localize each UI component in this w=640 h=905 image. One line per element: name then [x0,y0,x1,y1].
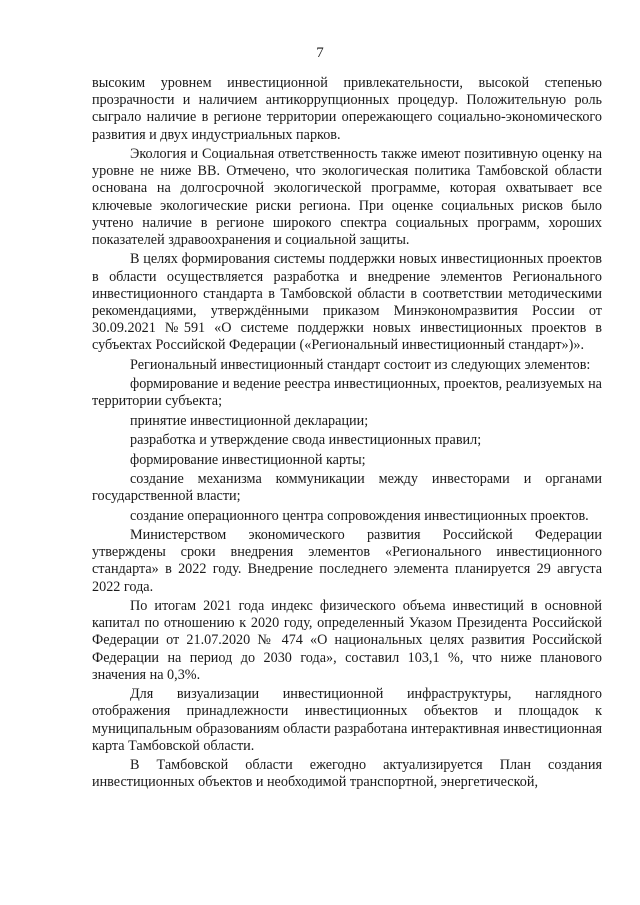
list-item-operations-center: создание операционного центра сопровождения инвестиционных проектов. [130,507,589,524]
list-item-communication: создание механизма коммуникации между инвесторами и органами государственной власти; [92,470,602,505]
paragraph-investment-attractiveness: высоким уровнем инвестиционной привлекательности, высокой степенью прозрачности и наличием антикоррупционных процедур. Положительную роль сыграло наличие в регионе территории опережающего социально-экономического развития и двух индустриальных парков. [92,75,602,143]
paragraph-interactive-map: Для визуализации инвестиционной инфраструктуры, наглядного отображения принадлежности инвестиционных объектов и площадок к муниципальным образованиям области разработана интерактивная инвестиционная карта Тамбовской области. [92,686,602,754]
list-item-declaration: принятие инвестиционной декларации; [130,412,369,429]
paragraph-ecology-social: Экология и Социальная ответственность также имеют позитивную оценку на уровне не ниже ВВ. Отмечено, что экологическая политика Тамбовской области основана на долгосрочной экологической программе, которая охватывает все ключевые экологические риски региона. При оценке социальных рисков было учтено наличие в регионе широкого спектра социальных программ, хороших показателей здравоохранения и социальной защиты. [92,146,602,249]
document-body [92,75,602,794]
page-number: 7 [316,45,324,61]
paragraph-investment-index: По итогам 2021 года индекс физического объема инвестиций в основной капитал по отношению к 2020 году, определенный Указом Президента Российской Федерации от 21.07.2020 № 474 «О национальных целях развития Российской Федерации на период до 2030 года», составил 103,1 %, что ниже планового значения на 0,3%. [92,597,602,683]
paragraph-deadlines: Министерством экономического развития Российской Федерации утверждены сроки внедрения элементов «Регионального инвестиционного стандарта» в 2022 году. Внедрение последнего элемента планируется 29 августа 2022 года. [92,526,602,595]
paragraph-infrastructure-plan: В Тамбовской области ежегодно актуализируется План создания инвестиционных объектов и необходимой транспортной, энергетической, [92,757,602,791]
list-item-registry: формирование и ведение реестра инвестиционных, проектов, реализуемых на территории субъекта; [92,376,602,410]
paragraph-support-system: В целях формирования системы поддержки новых инвестиционных проектов в области осуществляется разработка и внедрение элементов Регионального инвестиционного стандарта в Тамбовской области в соответствии методическими рекомендациями, утверждёнными приказом Минэкономразвития России от 30.09.2021 №591 «О системе поддержки новых инвестиционных проектов в субъектах Российской Федерации («Региональный инвестиционный стандарт»)». [92,251,602,354]
list-item-rules: разработка и утверждение свода инвестиционных правил; [130,432,482,449]
paragraph-standard-elements-intro: Региональный инвестиционный стандарт состоит из следующих элементов: [130,356,591,373]
list-item-map: формирование инвестиционной карты; [130,451,366,468]
